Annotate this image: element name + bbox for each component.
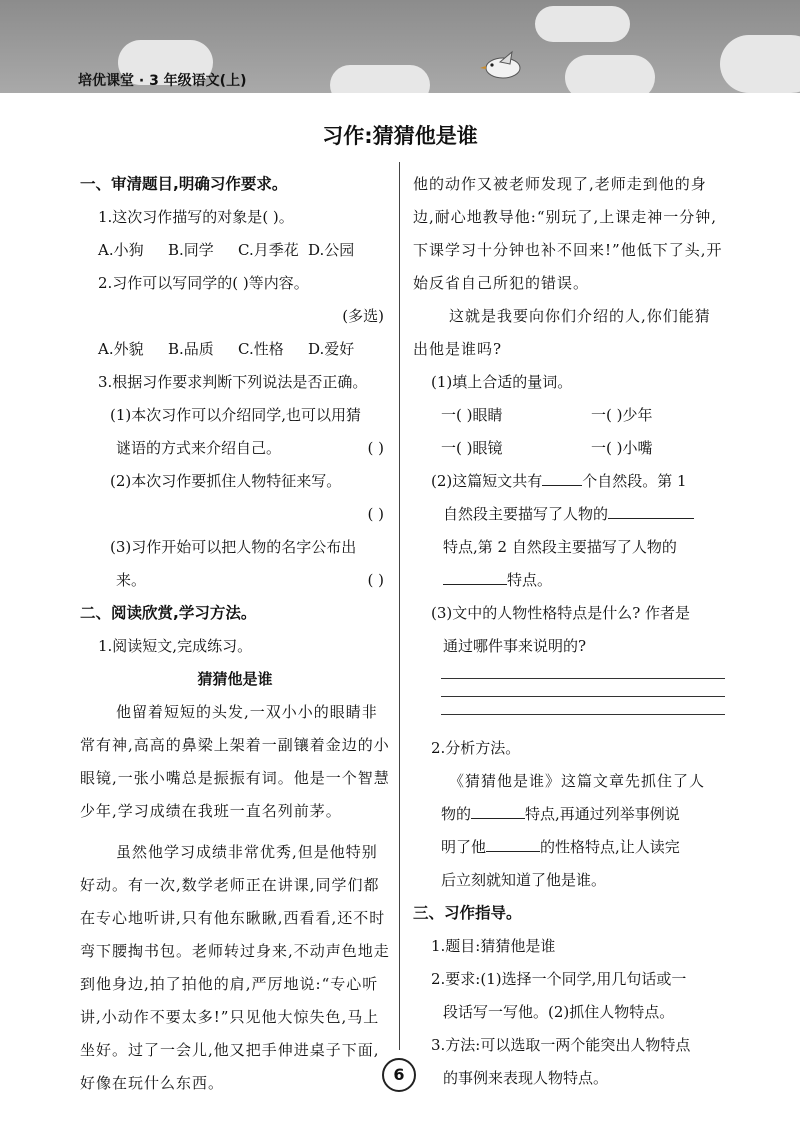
analysis-text (413, 798, 725, 831)
statement-row (80, 432, 390, 465)
question-text: 特点,第 2 自然段主要描写了人物的 (443, 538, 677, 556)
analysis-text-part: 特点,再通过列举事例说 (525, 805, 680, 823)
option: A.小狗 (98, 241, 144, 259)
statement-text: 谜语的方式来介绍自己。 (116, 439, 282, 457)
statement-text: (2)本次习作要抓住人物特征来写。 (110, 472, 342, 490)
options-row (80, 234, 390, 267)
story-title: 猜猜他是谁 (197, 670, 273, 688)
cloud-decoration (535, 6, 630, 42)
fill-blank (471, 818, 525, 819)
option: C.性格 (238, 340, 284, 358)
answer-line (441, 696, 725, 697)
section-heading: 三、习作指导。 (413, 904, 522, 922)
analysis-text: 后立刻就知道了他是谁。 (441, 871, 607, 889)
bird-icon (478, 50, 528, 82)
question-text: 1.这次习作描写的对象是( )。 (98, 208, 294, 226)
question-text-part: 个自然段。第 1 (582, 472, 687, 490)
instruction-text: 1.阅读短文,完成练习。 (98, 637, 253, 655)
cloud-decoration (330, 65, 430, 93)
cloud-decoration (720, 35, 800, 93)
guide-text: 3.方法:可以选取一两个能突出人物特点 (431, 1036, 691, 1054)
page-header (0, 0, 800, 93)
multi-select-note: (多选) (342, 307, 384, 325)
analysis-text-part: 的性格特点,让人读完 (540, 838, 680, 856)
answer-parentheses: ( ) (367, 439, 384, 457)
question-text: (1)填上合适的量词。 (431, 373, 573, 391)
left-column (80, 168, 390, 1100)
option: C.月季花 (238, 241, 299, 259)
answer-parentheses: ( ) (367, 505, 384, 523)
story-paragraph: 虽然他学习成绩非常优秀,但是他特别好动。有一次,数学老师正在讲课,同学们都在专心地听讲,只有他东瞅瞅,西看看,还不时弯下腰掏书包。老师转过身来,不动声色地走到他身边,拍了拍他的肩,严厉地说:“专心听讲,小动作不要太多!”只见他大惊失色,马上坐好。过了一会儿,他又把手伸进桌子下面,好像在玩什么东西。 (80, 843, 390, 1092)
story-paragraph: 他的动作又被老师发现了,老师走到他的身边,耐心地教导他:“别玩了,上课走神一分钟,下课学习十分钟也补不回来!”他低下了头,开始反省自己所犯的错误。 (413, 175, 723, 292)
guide-text: 1.题目:猜猜他是谁 (431, 937, 556, 955)
analysis-text: 《猜猜他是谁》这篇文章先抓住了人 (449, 772, 706, 790)
question-text (413, 498, 725, 531)
column-divider (399, 162, 400, 1050)
option: D.爱好 (308, 340, 355, 358)
book-title: 培优课堂 · 3 年级语文(上) (78, 73, 247, 89)
section-heading: 一、审清题目,明确习作要求。 (80, 175, 288, 193)
section-heading: 二、阅读欣赏,学习方法。 (80, 604, 257, 622)
answer-parentheses: ( ) (367, 571, 384, 589)
cloud-decoration (565, 55, 655, 93)
story-paragraph: 这就是我要向你们介绍的人,你们能猜出他是谁吗? (413, 307, 711, 358)
question-text: 3.根据习作要求判断下列说法是否正确。 (98, 373, 368, 391)
question-text-part: (2)这篇短文共有 (431, 472, 543, 490)
statement-text: (3)习作开始可以把人物的名字公布出 (110, 538, 357, 556)
options-row (80, 333, 390, 366)
question-text: 2.分析方法。 (431, 739, 521, 757)
question-text: 2.习作可以写同学的( )等内容。 (98, 274, 309, 292)
measure-word-grid (413, 399, 725, 465)
question-text (413, 465, 725, 498)
measure-item: 一( )眼镜 (441, 439, 503, 457)
answer-line (441, 714, 725, 715)
measure-item: 一( )眼睛 (441, 406, 503, 424)
fill-blank (486, 851, 540, 852)
question-text: (3)文中的人物性格特点是什么? 作者是 (431, 604, 691, 622)
page-title: 习作:猜猜他是谁 (322, 124, 478, 148)
analysis-text-part: 明了他 (441, 838, 487, 856)
statement-row (80, 564, 390, 597)
guide-text: 的事例来表现人物特点。 (443, 1069, 609, 1087)
measure-item: 一( )小嘴 (591, 439, 653, 457)
fill-blank (542, 485, 582, 486)
fill-blank (608, 518, 694, 519)
option: A.外貌 (98, 340, 144, 358)
question-text-part: 特点。 (507, 571, 553, 589)
page-number: 6 (382, 1058, 416, 1092)
story-paragraph: 他留着短短的头发,一双小小的眼睛非常有神,高高的鼻梁上架着一副镶着金边的小眼镜,一张小嘴总是振振有词。他是一个智慧少年,学习成绩在我班一直名列前茅。 (80, 703, 390, 820)
fill-blank (443, 584, 507, 585)
statement-text: (1)本次习作可以介绍同学,也可以用猜 (110, 406, 362, 424)
option: D.公园 (308, 241, 355, 259)
analysis-text-part: 物的 (441, 805, 472, 823)
guide-text: 段话写一写他。(2)抓住人物特点。 (443, 1003, 675, 1021)
question-text-part: 自然段主要描写了人物的 (443, 505, 609, 523)
analysis-text (413, 831, 725, 864)
measure-item: 一( )少年 (591, 406, 653, 424)
option: B.品质 (168, 340, 214, 358)
option: B.同学 (168, 241, 214, 259)
right-column (413, 168, 725, 1095)
question-text (413, 564, 725, 597)
answer-line (441, 678, 725, 679)
question-text: 通过哪件事来说明的? (443, 637, 587, 655)
guide-text: 2.要求:(1)选择一个同学,用几句话或一 (431, 970, 687, 988)
statement-text: 来。 (116, 571, 147, 589)
